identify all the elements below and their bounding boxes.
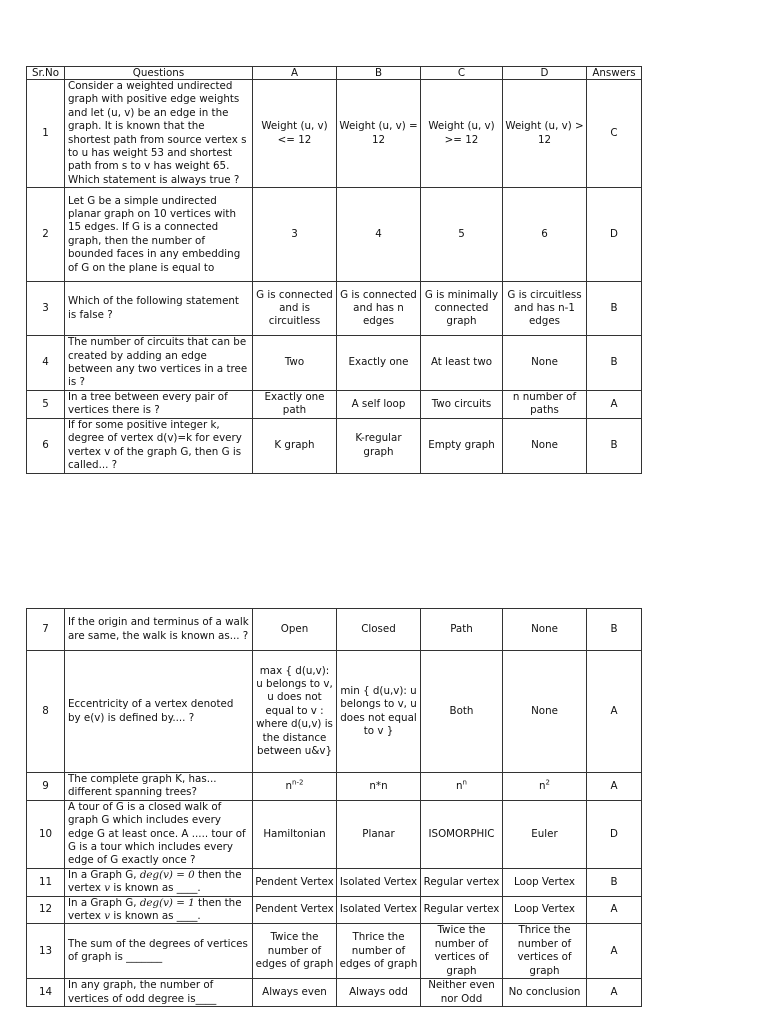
question-text: In a tree between every pair of vertices there is ? xyxy=(65,390,253,418)
header-option-c: C xyxy=(421,67,503,80)
question-text: The complete graph K, has... different spanning trees? xyxy=(65,773,253,801)
row-number: 4 xyxy=(27,336,65,391)
question-prefix: In a Graph G, xyxy=(68,868,140,881)
question-text: If the origin and terminus of a walk are same, the walk is known as... ? xyxy=(65,609,253,651)
option-c: Regular vertex xyxy=(421,896,503,924)
option-b: Thrice the number of edges of graph xyxy=(337,924,421,979)
question-text xyxy=(65,896,253,924)
row-number: 10 xyxy=(27,800,65,868)
table-row xyxy=(27,896,642,924)
question-prefix: In a Graph G, xyxy=(68,896,140,909)
answer: A xyxy=(587,979,642,1007)
option-c: Empty graph xyxy=(421,418,503,473)
table-row xyxy=(27,924,642,979)
question-text: Eccentricity of a vertex denoted by e(v) is defined by.... ? xyxy=(65,651,253,773)
option-a: 3 xyxy=(253,188,337,282)
table-header-row xyxy=(27,67,642,80)
row-number: 3 xyxy=(27,282,65,336)
option-c xyxy=(421,773,503,801)
option-d: Euler xyxy=(503,800,587,868)
option-a: G is connected and is circuitless xyxy=(253,282,337,336)
table-row xyxy=(27,773,642,801)
option-c: 5 xyxy=(421,188,503,282)
option-b: G is connected and has n edges xyxy=(337,282,421,336)
table-row xyxy=(27,336,642,391)
row-number: 6 xyxy=(27,418,65,473)
option-a: Pendent Vertex xyxy=(253,868,337,896)
option-a: K graph xyxy=(253,418,337,473)
option-b: Isolated Vertex xyxy=(337,896,421,924)
question-text: In any graph, the number of vertices of odd degree is____ xyxy=(65,979,253,1007)
header-srno: Sr.No xyxy=(27,67,65,80)
option-b: n*n xyxy=(337,773,421,801)
table-row xyxy=(27,390,642,418)
row-number: 8 xyxy=(27,651,65,773)
question-text: The sum of the degrees of vertices of graph is _______ xyxy=(65,924,253,979)
option-c-exponent: n xyxy=(462,778,467,787)
table-row xyxy=(27,418,642,473)
row-number: 9 xyxy=(27,773,65,801)
option-d: No conclusion xyxy=(503,979,587,1007)
option-c: Path xyxy=(421,609,503,651)
option-b: min { d(u,v): u belongs to v, u does not equal to v } xyxy=(337,651,421,773)
option-c: Neither even nor Odd xyxy=(421,979,503,1007)
question-text: Consider a weighted undirected graph with positive edge weights and let (u, v) be an edge in the graph. It is known that the shortest path from source vertex s to u has weight 53 and shortest path from s to v has weight 65. Which statement is always true ? xyxy=(65,80,253,188)
option-d: Loop Vertex xyxy=(503,896,587,924)
option-a xyxy=(253,773,337,801)
option-a: Always even xyxy=(253,979,337,1007)
header-answers: Answers xyxy=(587,67,642,80)
answer: A xyxy=(587,924,642,979)
table-row xyxy=(27,868,642,896)
answer: B xyxy=(587,868,642,896)
option-b: Closed xyxy=(337,609,421,651)
option-d: n number of paths xyxy=(503,390,587,418)
row-number: 7 xyxy=(27,609,65,651)
option-a-exponent: n-2 xyxy=(292,778,304,787)
question-text: A tour of G is a closed walk of graph G which includes every edge G at least once. A ..... tour of G is a tour which includes every edge of G exactly once ? xyxy=(65,800,253,868)
option-c: Regular vertex xyxy=(421,868,503,896)
option-d: None xyxy=(503,651,587,773)
table-row xyxy=(27,609,642,651)
option-b: Weight (u, v) = 12 xyxy=(337,80,421,188)
option-d-exponent: 2 xyxy=(545,778,550,787)
answer: B xyxy=(587,609,642,651)
option-c: Two circuits xyxy=(421,390,503,418)
answer: D xyxy=(587,188,642,282)
option-d xyxy=(503,773,587,801)
option-b: Exactly one xyxy=(337,336,421,391)
option-a: Twice the number of edges of graph xyxy=(253,924,337,979)
option-a: Hamiltonian xyxy=(253,800,337,868)
option-d: Weight (u, v) > 12 xyxy=(503,80,587,188)
question-suffix: is known as ____. xyxy=(110,910,201,923)
vertex-variable: v xyxy=(104,910,111,923)
answer: B xyxy=(587,418,642,473)
option-d: None xyxy=(503,418,587,473)
table-row xyxy=(27,651,642,773)
row-number: 2 xyxy=(27,188,65,282)
row-number: 1 xyxy=(27,80,65,188)
header-option-a: A xyxy=(253,67,337,80)
table-row xyxy=(27,188,642,282)
option-d: G is circuitless and has n-1 edges xyxy=(503,282,587,336)
option-d: 6 xyxy=(503,188,587,282)
option-c: Twice the number of vertices of graph xyxy=(421,924,503,979)
answer: C xyxy=(587,80,642,188)
table-row xyxy=(27,80,642,188)
option-a: max { d(u,v): u belongs to v, u does not equal to v : where d(u,v) is the distance between u&v} xyxy=(253,651,337,773)
answer: D xyxy=(587,800,642,868)
answer: A xyxy=(587,651,642,773)
option-c: Both xyxy=(421,651,503,773)
question-text: The number of circuits that can be created by adding an edge between any two vertices in a tree is ? xyxy=(65,336,253,391)
table-row xyxy=(27,800,642,868)
row-number: 13 xyxy=(27,924,65,979)
option-a-base: n xyxy=(285,779,293,792)
option-b: Isolated Vertex xyxy=(337,868,421,896)
row-number: 12 xyxy=(27,896,65,924)
question-suffix: is known as ____. xyxy=(110,882,201,895)
option-d-base: n xyxy=(539,779,546,792)
option-a: Two xyxy=(253,336,337,391)
question-middle: then the vertex xyxy=(68,868,242,895)
option-b: 4 xyxy=(337,188,421,282)
header-option-b: B xyxy=(337,67,421,80)
question-text: If for some positive integer k, degree of vertex d(v)=k for every vertex v of the graph G, then G is called... ? xyxy=(65,418,253,473)
degree-expression: deg(v) = 1 xyxy=(139,896,195,909)
option-c: G is minimally connected graph xyxy=(421,282,503,336)
option-b: Always odd xyxy=(337,979,421,1007)
option-a: Weight (u, v) <= 12 xyxy=(253,80,337,188)
question-text: Let G be a simple undirected planar graph on 10 vertices with 15 edges. If G is a connected graph, then the number of bounded faces in any embedding of G on the plane is equal to xyxy=(65,188,253,282)
option-a: Open xyxy=(253,609,337,651)
option-b: A self loop xyxy=(337,390,421,418)
questions-table-page-1 xyxy=(26,66,642,474)
option-c-base: n xyxy=(456,779,463,792)
questions-table-page-2 xyxy=(26,608,642,1007)
option-b: Planar xyxy=(337,800,421,868)
option-d: Loop Vertex xyxy=(503,868,587,896)
row-number: 14 xyxy=(27,979,65,1007)
answer: B xyxy=(587,336,642,391)
answer: A xyxy=(587,773,642,801)
option-a: Pendent Vertex xyxy=(253,896,337,924)
answer: A xyxy=(587,390,642,418)
option-c: At least two xyxy=(421,336,503,391)
answer: B xyxy=(587,282,642,336)
row-number: 11 xyxy=(27,868,65,896)
option-b: K-regular graph xyxy=(337,418,421,473)
question-text: Which of the following statement is false ? xyxy=(65,282,253,336)
table-row xyxy=(27,282,642,336)
option-d: None xyxy=(503,609,587,651)
header-option-d: D xyxy=(503,67,587,80)
option-c: ISOMORPHIC xyxy=(421,800,503,868)
degree-expression: deg(v) = 0 xyxy=(139,868,195,881)
question-text xyxy=(65,868,253,896)
option-a: Exactly one path xyxy=(253,390,337,418)
header-questions: Questions xyxy=(65,67,253,80)
table-row xyxy=(27,979,642,1007)
vertex-variable: v xyxy=(104,882,111,895)
option-c: Weight (u, v) >= 12 xyxy=(421,80,503,188)
answer: A xyxy=(587,896,642,924)
row-number: 5 xyxy=(27,390,65,418)
option-d: Thrice the number of vertices of graph xyxy=(503,924,587,979)
question-middle: then the vertex xyxy=(68,896,242,923)
option-d: None xyxy=(503,336,587,391)
